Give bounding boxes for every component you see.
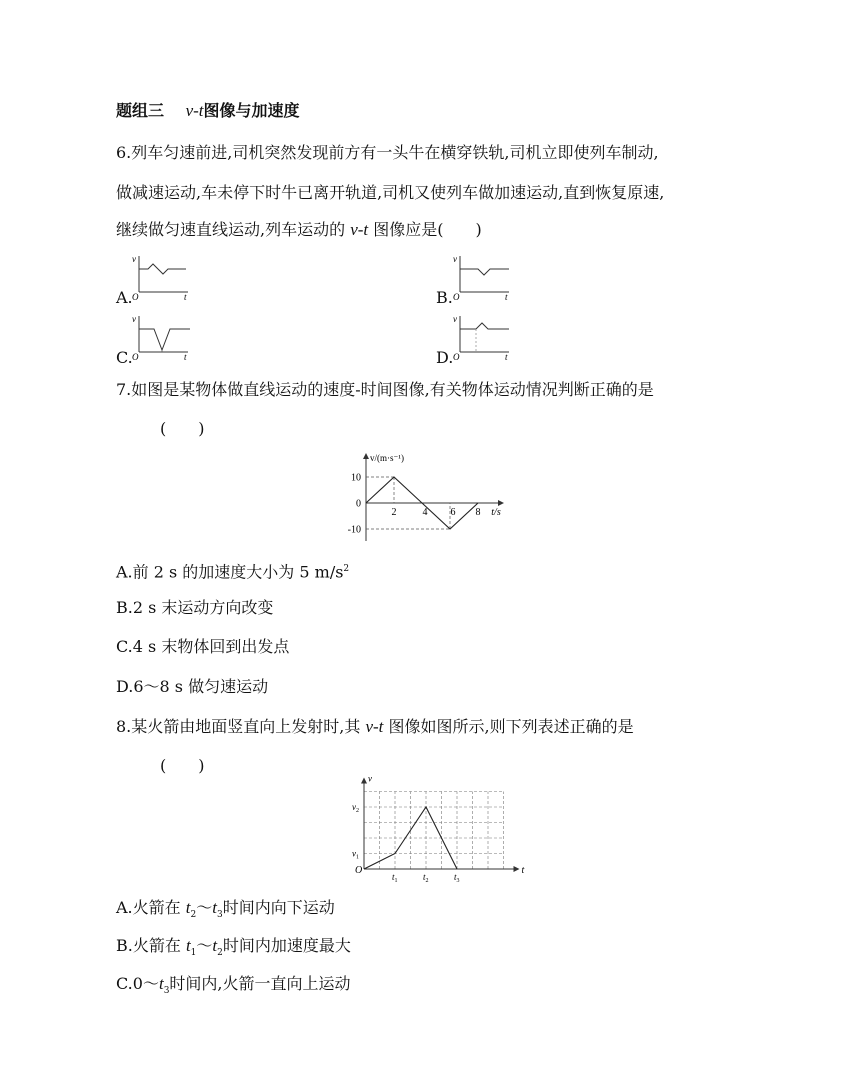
q7-answer-paren[interactable]: ( ) [160,419,205,438]
q6-c-origin: O [132,352,139,362]
q8-y-arrow [361,778,367,784]
q6-option-c-graph [126,310,196,362]
q6-line3 [116,220,482,240]
q8-c-s: 3 [163,986,170,997]
q6-a-curve [139,264,186,274]
q7-option-b[interactable]: B.2 s 末运动方向改变 [116,598,274,617]
q6-b-curve [460,269,509,275]
q8-a-t2: t [212,898,217,917]
q6-c-axis-v: v [132,314,136,324]
q6-option-d-graph [447,310,517,362]
q8-answer-paren[interactable]: ( ) [160,756,205,775]
section-vt: v-t [185,101,204,120]
q7-option-d[interactable]: D.6～8 s 做匀速运动 [116,677,269,696]
q8-stem-pre: 8.某火箭由地面竖直向上发射时,其 [116,717,361,736]
q8-b-s1: 1 [190,948,197,959]
q7-option-a-text: A.前 2 s 的加速度大小为 5 m/s [116,562,344,582]
q8-x-tick-label: $t_1$ [392,872,398,884]
q8-y-tick-label: $v_1$ [352,848,359,861]
q7-option-a-sup: 2 [343,564,350,574]
q8-a-s2: 3 [216,910,223,921]
q7-y-axis-label: v/(m·s⁻¹) [370,453,404,463]
q6-b-axis-t: t [505,292,508,302]
q8-b-mid: ～ [196,936,213,955]
q7-y-arrow [363,453,369,459]
q8-option-c[interactable] [116,974,351,1001]
q7-chart-labels [348,453,501,536]
q7-y-tick-label: 10 [351,472,361,484]
q6-line3-post: 图像应是( ) [373,220,482,239]
q8-x-axis-label: t [521,865,525,876]
q6-b-axis-v: v [453,254,457,264]
q6-option-b-graph [447,250,517,302]
q7-option-c[interactable]: C.4 s 末物体回到出发点 [116,637,290,656]
q6-a-origin: O [132,292,139,302]
q8-c-t: t [158,974,164,993]
q6-d-axis-t: t [505,352,508,362]
q6-line3-vt: v-t [350,220,369,239]
q8-x-tick-label: $t_2$ [423,872,429,884]
q7-y-tick-label: -10 [347,524,361,536]
q8-b-s2: 2 [217,948,223,959]
q6-line1: 6.列车匀速前进,司机突然发现前方有一头牛在横穿铁轨,司机立即使列车制动, [116,143,659,162]
q7-x-arrow [498,500,504,506]
q6-option-a-graph [126,250,196,302]
q8-y-axis-label: v [368,773,372,784]
q7-stem: 7.如图是某物体做直线运动的速度-时间图像,有关物体运动情况判断正确的是 [116,380,654,399]
q6-line2: 做减速运动,车未停下时牛已离开轨道,司机又使列车做加速运动,直到恢复原速, [116,183,665,202]
q7-option-a[interactable] [116,559,349,582]
q8-a-post: 时间内向下运动 [222,898,335,917]
q6-b-origin: O [453,292,460,302]
q7-x-tick-label: 2 [391,507,397,518]
q8-x-tick-label: $t_3$ [454,872,460,884]
section-heading [116,101,300,121]
q7-vt-chart [336,442,526,542]
q8-chart-labels [352,774,525,885]
q7-x-axis-label: t/s [491,507,501,518]
q7-x-tick-label: 8 [475,507,481,518]
q8-option-b[interactable] [116,936,351,963]
q6-c-axis-t: t [184,352,187,362]
q8-b-t2: t [212,936,218,955]
q8-stem [116,717,634,737]
q8-origin-label: O [355,865,363,876]
q6-d-curve [460,323,509,329]
q7-x-tick-label: 4 [422,507,428,518]
q6-option-a-label[interactable]: A. [116,288,133,307]
q6-d-axis-v: v [453,314,457,324]
q8-b-t1: t [185,936,191,955]
q8-a-s1: 2 [190,910,197,921]
q8-option-a[interactable] [116,898,335,925]
q7-x-tick-label: 6 [450,507,456,518]
q8-c-post: 时间内,火箭一直向上运动 [169,974,351,993]
section-suffix: 图像与加速度 [203,101,300,120]
q6-option-d-label[interactable]: D. [436,348,454,367]
q8-stem-vt: v-t [365,717,384,736]
q8-a-t1: t [185,898,191,917]
q8-option-c-pre: C.0～ [116,974,159,993]
q6-a-axis-t: t [184,292,187,302]
q6-a-axis-v: v [132,254,136,264]
q8-vt-chart [348,773,525,885]
q6-line3-pre: 继续做匀速直线运动,列车运动的 [116,220,346,239]
q8-stem-post: 图像如图所示,则下列表述正确的是 [388,717,634,736]
section-prefix: 题组三 [116,101,165,120]
q6-option-c-label[interactable]: C. [116,348,133,367]
q7-chart-axes [363,453,504,541]
q6-d-origin: O [453,352,460,362]
q8-option-b-pre: B.火箭在 [116,936,186,955]
q7-y-tick-label: 0 [356,498,361,510]
q6-option-b-label[interactable]: B. [436,288,453,307]
q8-chart-grid [364,792,504,870]
q8-y-tick-label: $v_2$ [352,802,359,814]
q6-c-curve [139,329,190,350]
q8-a-mid: ～ [196,898,213,917]
q8-option-a-pre: A.火箭在 [116,898,186,917]
q8-b-post: 时间内加速度最大 [222,936,351,955]
q8-x-arrow [514,866,520,872]
